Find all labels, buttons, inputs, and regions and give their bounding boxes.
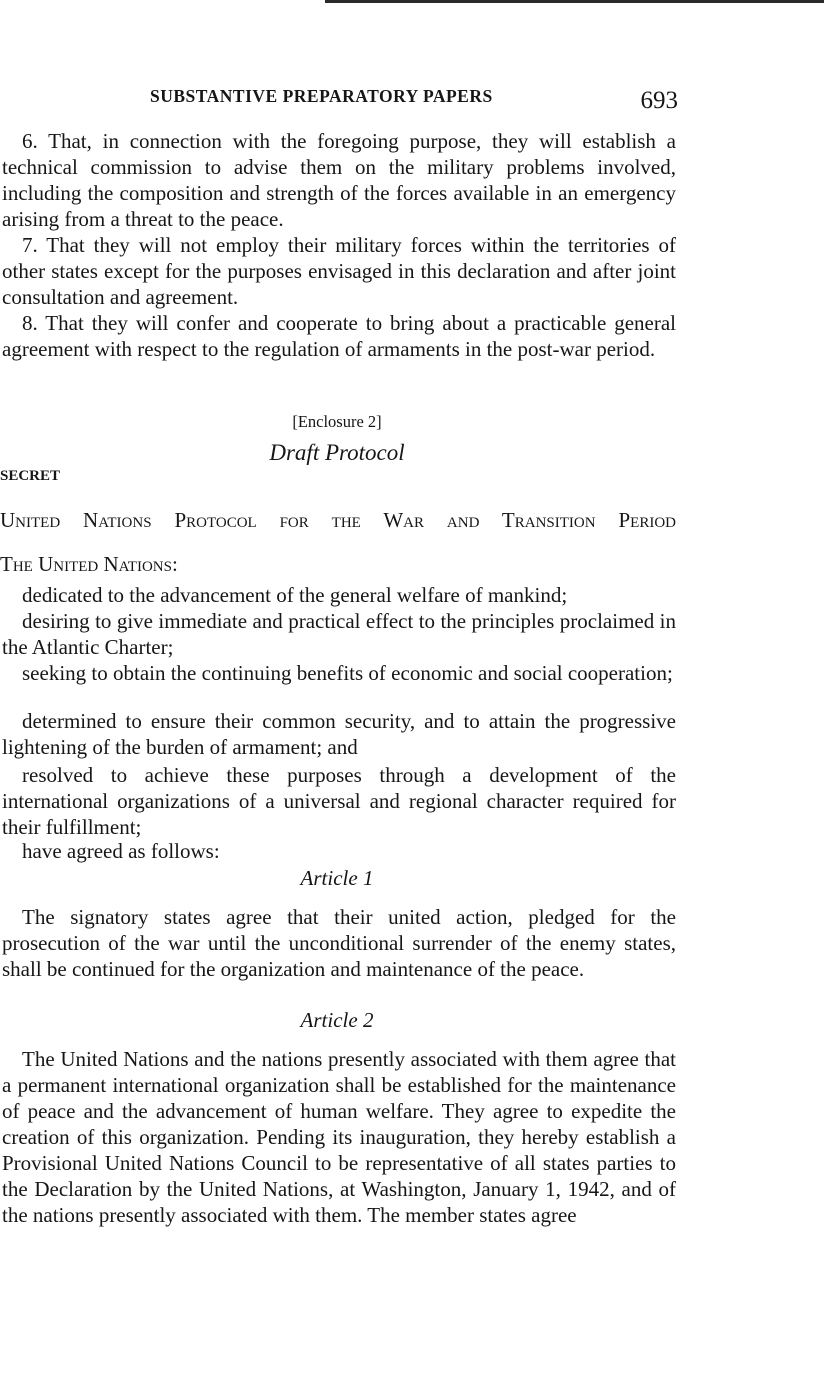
preamble-clause: have agreed as follows: — [22, 839, 220, 863]
paragraph-8: 8. That they will confer and cooperate to bring about a practicable general agreement with respect to the regulation of armaments in the post-war period. — [2, 311, 676, 361]
paragraph-6: 6. That, in connection with the foregoing purpose, they will establish a technical commission to advise them on the military problems involved, including the composition and strength of the forces available in an emergency arising from a threat to the peace. — [2, 129, 676, 231]
preamble-clause: resolved to achieve these purposes through a development of the international organizations of a universal and regional character required for their fulfillment; — [2, 763, 676, 839]
page-number: 693 — [640, 87, 678, 114]
preamble-clause: dedicated to the advancement of the general welfare of mankind; — [22, 583, 568, 607]
article-heading: Article 2 — [300, 1008, 374, 1032]
classification-marking: SECRET — [0, 468, 61, 484]
enclosure-title: Draft Protocol — [269, 440, 405, 465]
preamble-clause: seeking to obtain the continuing benefits of economic and social cooperation; — [22, 661, 673, 685]
article-text: The United Nations and the nations presently associated with them agree that a permanent international organization shall be established for the maintenance of peace and the advancement of human welfare. They agree to expedite the creation of this organization. Pending its inauguration, they hereby establish a Provisional United Nations Council to be representative of all states parties to the Declaration by the United Nations, at Washington, January 1, 1942, and of the nations presently associated with them. The member states agree — [2, 1047, 676, 1227]
article-text: The signatory states agree that their united action, pledged for the prosecution of the war until the unconditional surrender of the enemy states, shall be continued for the organization and maintenance of the peace. — [2, 905, 676, 981]
running-head: SUBSTANTIVE PREPARATORY PAPERS — [150, 86, 493, 106]
preamble-clause: desiring to give immediate and practical effect to the principles proclaimed in the Atlantic Charter; — [2, 609, 676, 659]
article-heading: Article 1 — [300, 866, 374, 890]
paragraph-7: 7. That they will not employ their military forces within the territories of other states except for the purposes envisaged in this declaration and after joint consultation and agreement. — [2, 233, 676, 309]
enclosure-label: [Enclosure 2] — [292, 412, 382, 431]
preamble-lead: The United Nations: — [0, 552, 178, 576]
protocol-title: United Nations Protocol for the War and Transition Period — [0, 508, 676, 532]
preamble-clause: determined to ensure their common security, and to attain the progressive lightening of the burden of armament; and — [2, 709, 676, 759]
